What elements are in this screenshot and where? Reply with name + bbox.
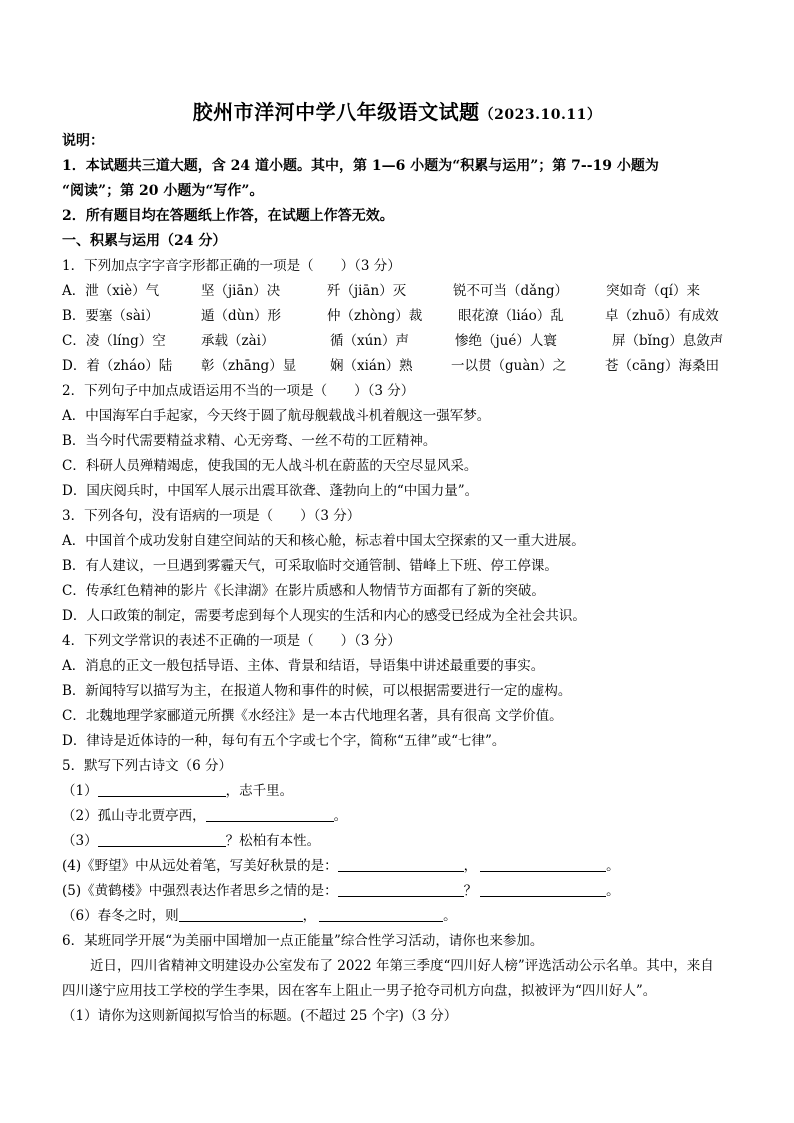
q2-option-a: A．中国海军白手起家，今天终于圆了航母舰载战斗机着舰这一强军梦。 bbox=[62, 408, 491, 424]
q2-option-c: C．科研人员殚精竭虑，使我国的无人战斗机在蔚蓝的天空尽显风采。 bbox=[62, 458, 478, 474]
q5-4-suffix: 。 bbox=[606, 858, 620, 874]
q4-stem: 4．下列文学常识的表述不正确的一项是（ ）（3 分） bbox=[62, 633, 401, 649]
q1-b-5: 卓（zhuō）有成效 bbox=[605, 308, 719, 324]
q5-3-prefix: （3） bbox=[62, 833, 98, 849]
note-1b: “阅读”；第 20 小题为“写作”。 bbox=[62, 183, 264, 199]
q3-option-d: D．人口政策的制定，需要考虑到每个人现实的生活和内心的感受已经成为全社会共识。 bbox=[62, 608, 586, 624]
q5-4-mid: ， bbox=[463, 858, 478, 874]
q5-3-suffix: ？松柏有本性。 bbox=[225, 833, 321, 849]
q1-a-4: 锐不可当（dǎng） bbox=[453, 283, 569, 299]
q1-a-2: 坚（jiān）决 bbox=[201, 283, 281, 299]
page-title bbox=[0, 96, 794, 125]
q5-4-prefix: (4)《野望》中从远处着笔，写美好秋景的是： bbox=[62, 858, 338, 874]
title-date: （2023.10.11） bbox=[479, 107, 602, 123]
q1-c-2: 承载（zài） bbox=[201, 333, 275, 349]
q2-option-d: D．国庆阅兵时，中国军人展示出震耳欲聋、蓬勃向上的“中国力量”。 bbox=[62, 483, 479, 499]
q6-paragraph-a: 近日，四川省精神文明建设办公室发布了 2022 年第三季度“四川好人榜”评选活动公示名单。其中，来自 bbox=[90, 958, 714, 974]
q5-6-mid: ， bbox=[302, 908, 317, 924]
q1-d-4: 一以贯（guàn）之 bbox=[451, 358, 567, 374]
q5-5-suffix: 。 bbox=[606, 883, 620, 899]
q5-stem: 5．默写下列古诗文（6 分） bbox=[62, 758, 232, 774]
q5-1-prefix: （1） bbox=[62, 783, 98, 799]
q5-6-suffix: 。 bbox=[443, 908, 457, 924]
q5-5-prefix: (5)《黄鹤楼》中强烈表达作者思乡之情的是： bbox=[62, 883, 338, 899]
q5-2-suffix: 。 bbox=[333, 808, 348, 824]
q5-5-blank-2[interactable] bbox=[480, 882, 606, 897]
q1-d-3: 娴（xián）熟 bbox=[330, 358, 413, 374]
q5-5-mid: ？ bbox=[463, 883, 478, 899]
q1-a-5: 突如奇（qí）来 bbox=[606, 283, 700, 299]
q4-option-c: C．北魏地理学家郦道元所撰《水经注》是一本古代地理名著，具有很高 文学价值。 bbox=[62, 708, 563, 724]
q2-stem: 2．下列句子中加点成语运用不当的一项是（ ）（3 分） bbox=[62, 383, 415, 399]
q1-d-2: 彰（zhāng）显 bbox=[201, 358, 297, 374]
q1-c-1: C．凌（líng）空 bbox=[62, 333, 166, 349]
notes-heading: 说明： bbox=[62, 133, 104, 149]
q1-b-2: 遁（dùn）形 bbox=[201, 308, 282, 324]
q5-1-suffix: ，志千里。 bbox=[225, 783, 294, 799]
q1-d-1: D．着（zháo）陆 bbox=[62, 358, 173, 374]
q3-stem: 3．下列各句，没有语病的一项是（ ）（3 分） bbox=[62, 508, 361, 524]
q5-5-blank-1[interactable] bbox=[338, 882, 464, 897]
q3-option-c: C．传承红色精神的影片《长津湖》在影片质感和人物情节方面都有了新的突破。 bbox=[62, 583, 545, 599]
q5-3-blank[interactable] bbox=[98, 832, 226, 847]
q4-option-b: B．新闻特写以描写为主，在报道人物和事件的时候，可以根据需要进行一定的虚构。 bbox=[62, 683, 572, 699]
q3-option-b: B．有人建议，一旦遇到雾霾天气，可采取临时交通管制、错峰上下班、停工停课。 bbox=[62, 558, 558, 574]
q5-2-prefix: （2）孤山寺北贾亭西， bbox=[62, 808, 206, 824]
q5-1-blank[interactable] bbox=[98, 782, 226, 797]
q1-b-4: 眼花潦（liáo）乱 bbox=[458, 308, 564, 324]
q1-c-5: 屏（bǐng）息敛声 bbox=[612, 333, 724, 349]
q2-option-b: B．当今时代需要精益求精、心无旁骛、一丝不苟的工匠精神。 bbox=[62, 433, 437, 449]
q5-line-2 bbox=[62, 806, 347, 826]
q1-b-1: B．要塞（sài） bbox=[62, 308, 159, 324]
q1-a-3: 歼（jiān）灭 bbox=[327, 283, 407, 299]
q5-line-3 bbox=[62, 831, 320, 851]
q5-6-blank-1[interactable] bbox=[179, 907, 303, 922]
q5-line-6 bbox=[62, 906, 457, 926]
section-heading: 一、积累与运用（24 分） bbox=[62, 233, 227, 249]
q1-b-3: 仲（zhòng）裁 bbox=[327, 308, 423, 324]
q4-option-a: A．消息的正文一般包括导语、主体、背景和结语，导语集中讲述最重要的事实。 bbox=[62, 658, 545, 674]
note-1a: 1．本试题共三道大题，含 24 道小题。其中，第 1—6 小题为“积累与运用”；第 7--19 小题为 bbox=[62, 158, 659, 174]
q1-a-1: A．泄（xiè）气 bbox=[62, 283, 160, 299]
q5-4-blank-1[interactable] bbox=[338, 857, 464, 872]
q5-6-prefix: （6）春冬之时，则 bbox=[62, 908, 179, 924]
q5-6-blank-2[interactable] bbox=[319, 907, 443, 922]
title-text: 胶州市洋河中学八年级语文试题 bbox=[192, 100, 480, 124]
q4-option-d: D．律诗是近体诗的一种，每句有五个字或七个字，简称“五律”或“七律”。 bbox=[62, 733, 506, 749]
q1-c-4: 惨绝（jué）人寰 bbox=[455, 333, 557, 349]
q6-sub1: （1）请你为这则新闻拟写恰当的标题。(不超过 25 个字)（3 分） bbox=[62, 1008, 458, 1024]
q6-paragraph-b: 四川遂宁应用技工学校的学生李果，因在客车上阻止一男子抢夺司机方向盘，拟被评为“四川好人”。 bbox=[62, 983, 657, 999]
q1-stem: 1．下列加点字字音字形都正确的一项是（ ）（3 分） bbox=[62, 258, 401, 274]
q5-4-blank-2[interactable] bbox=[480, 857, 606, 872]
q5-line-1 bbox=[62, 781, 293, 801]
note-2: 2．所有题目均在答题纸上作答，在试题上作答无效。 bbox=[62, 208, 394, 224]
q1-d-5: 苍（cāng）海桑田 bbox=[605, 358, 719, 374]
q3-option-a: A．中国首个成功发射自建空间站的天和核心舱，标志着中国太空探索的又一重大进展。 bbox=[62, 533, 585, 549]
q5-line-4 bbox=[62, 856, 620, 876]
q1-c-3: 循（xún）声 bbox=[330, 333, 410, 349]
q5-line-5 bbox=[62, 881, 620, 901]
q6-stem: 6．某班同学开展“为美丽中国增加一点正能量”综合性学习活动，请你也来参加。 bbox=[62, 933, 544, 949]
q5-2-blank[interactable] bbox=[206, 807, 334, 822]
